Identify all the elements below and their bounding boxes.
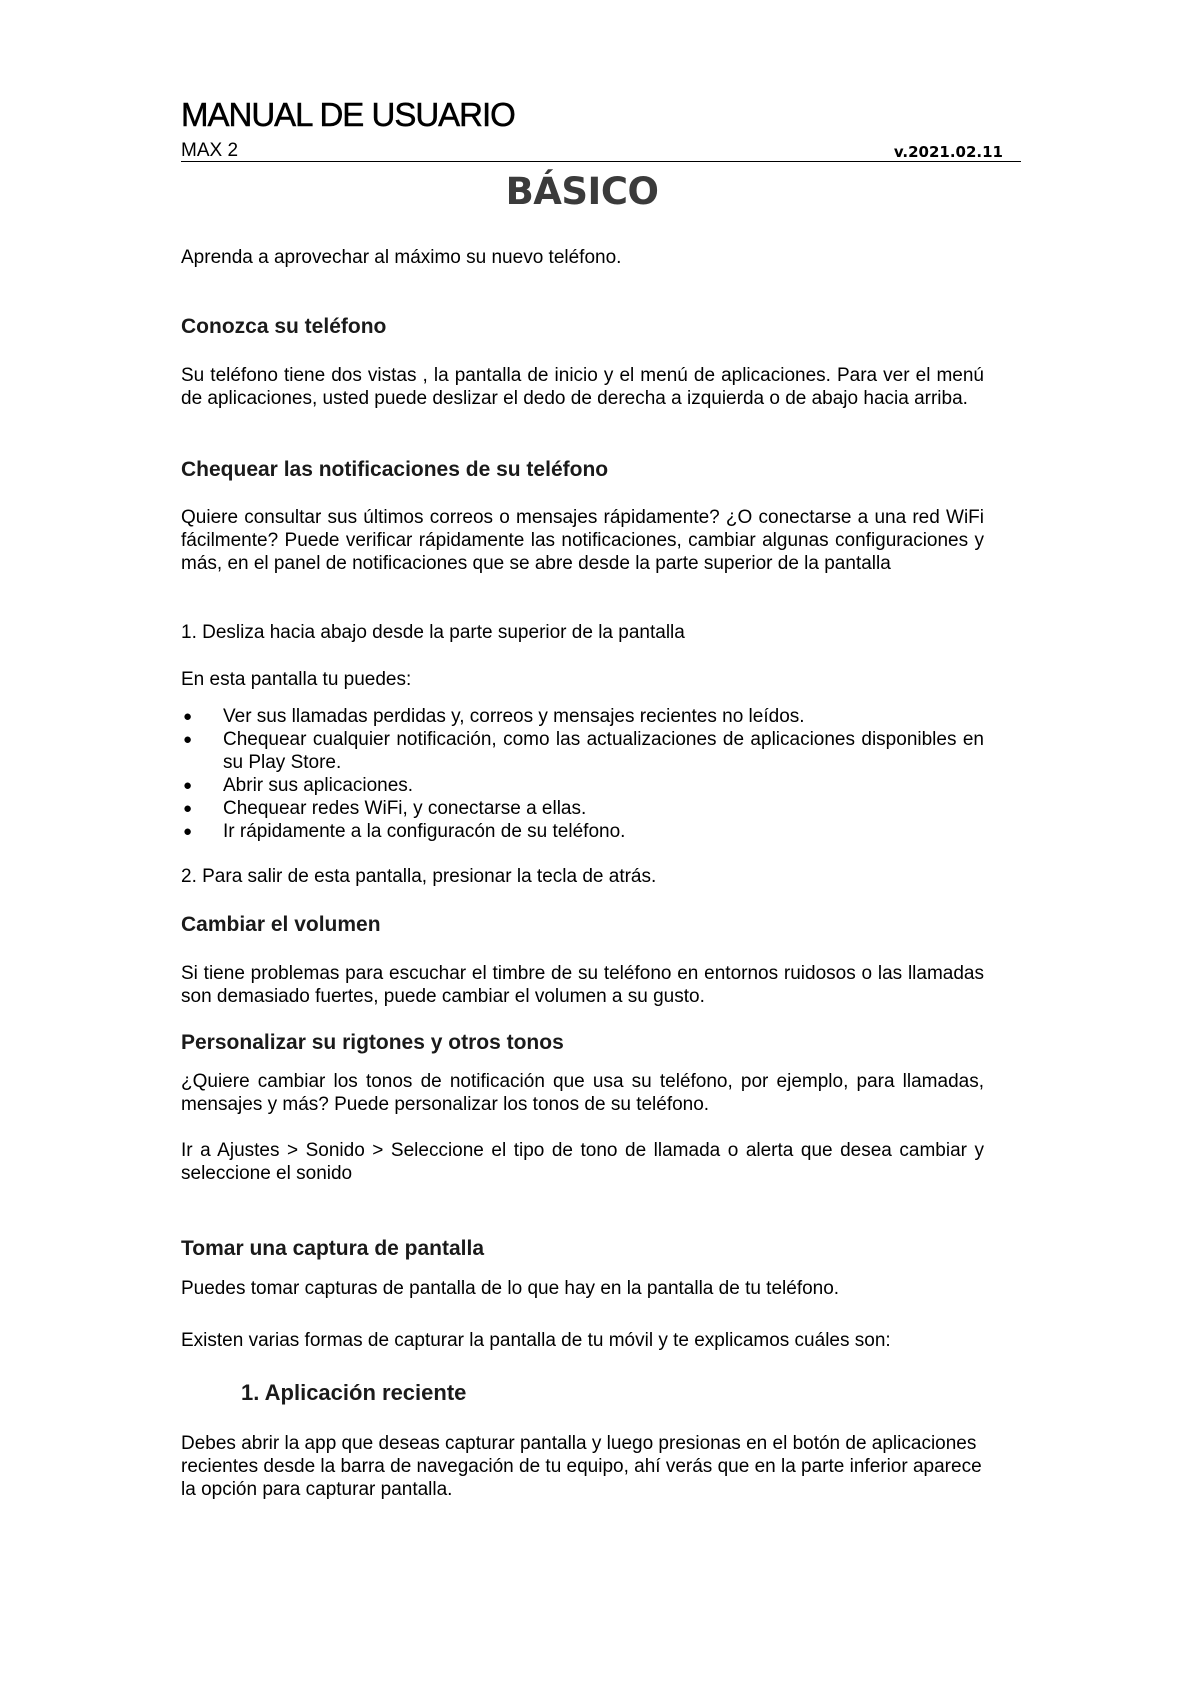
list-item-text: Chequear cualquier notificación, como las actualizaciones de aplicaciones disponibles en su Play Store.	[223, 729, 984, 773]
list-item-text: Ver sus llamadas perdidas y, correos y mensajes recientes no leídos.	[223, 706, 805, 727]
version-label: v.2021.02.11	[893, 143, 1003, 161]
notification-bullet-list	[181, 705, 984, 843]
heading-notificaciones: Chequear las notificaciones de su teléfono	[181, 458, 609, 481]
bullet-icon: ●	[183, 708, 193, 725]
manual-title: MANUAL DE USUARIO	[181, 96, 515, 133]
intro-paragraph: Aprenda a aprovechar al máximo su nuevo teléfono.	[181, 247, 622, 268]
list-item-text: Abrir sus aplicaciones.	[223, 775, 414, 796]
list-item-text: Chequear redes WiFi, y conectarse a ellas.	[223, 798, 587, 819]
captura-paragraph: Puedes tomar capturas de pantalla de lo que hay en la pantalla de tu teléfono.	[181, 1278, 840, 1299]
heading-tonos: Personalizar su rigtones y otros tonos	[181, 1031, 564, 1054]
list-item	[181, 797, 984, 820]
heading-conozca: Conozca su teléfono	[181, 315, 387, 338]
tonos-paragraph: ¿Quiere cambiar los tonos de notificación que usa su teléfono, por ejemplo, para llamadas, mensajes y más? Puede personalizar los tonos de su teléfono.	[181, 1071, 984, 1115]
header-divider	[181, 161, 1021, 162]
heading-volumen: Cambiar el volumen	[181, 913, 381, 936]
subheading-aplicacion-reciente: 1. Aplicación reciente	[241, 1380, 467, 1405]
model-name: MAX 2	[181, 140, 239, 161]
step-1: 1. Desliza hacia abajo desde la parte superior de la pantalla	[181, 622, 685, 643]
tonos-instructions: Ir a Ajustes > Sonido > Seleccione el tipo de tono de llamada o alerta que desea cambiar y seleccione el sonido	[181, 1140, 984, 1184]
bullet-icon: ●	[183, 731, 193, 748]
step-2: 2. Para salir de esta pantalla, presionar la tecla de atrás.	[181, 866, 657, 887]
heading-captura: Tomar una captura de pantalla	[181, 1237, 485, 1260]
list-item-text: Ir rápidamente a la configuracón de su teléfono.	[223, 821, 626, 842]
list-item	[181, 705, 984, 728]
conozca-paragraph: Su teléfono tiene dos vistas , la pantalla de inicio y el menú de aplicaciones. Para ver el menú de aplicaciones, usted puede deslizar el dedo de derecha a izquierda o de abajo hacia arriba.	[181, 365, 984, 409]
captura-formas: Existen varias formas de capturar la pantalla de tu móvil y te explicamos cuáles son:	[181, 1330, 891, 1351]
bullet-icon: ●	[183, 800, 193, 817]
bullet-icon: ●	[183, 823, 193, 840]
list-item	[181, 728, 984, 774]
list-item	[181, 774, 984, 797]
list-intro: En esta pantalla tu puedes:	[181, 669, 412, 690]
bullet-icon: ●	[183, 777, 193, 794]
volumen-paragraph: Si tiene problemas para escuchar el timbre de su teléfono en entornos ruidosos o las llamadas son demasiado fuertes, puede cambiar el volumen a su gusto.	[181, 963, 984, 1007]
list-item	[181, 820, 984, 843]
notificaciones-paragraph: Quiere consultar sus últimos correos o mensajes rápidamente? ¿O conectarse a una red WiFi fácilmente? Puede verificar rápidamente las notificaciones, cambiar algunas configuraciones y más, en el panel de notificaciones que se abre desde la parte superior de la pantalla	[181, 507, 984, 574]
section-title: BÁSICO	[505, 170, 659, 213]
aplicacion-reciente-paragraph: Debes abrir la app que deseas capturar pantalla y luego presionas en el botón de aplicaciones recientes desde la barra de navegación de tu equipo, ahí verás que en la parte inferior aparece la opción para capturar pantalla.	[181, 1433, 982, 1500]
